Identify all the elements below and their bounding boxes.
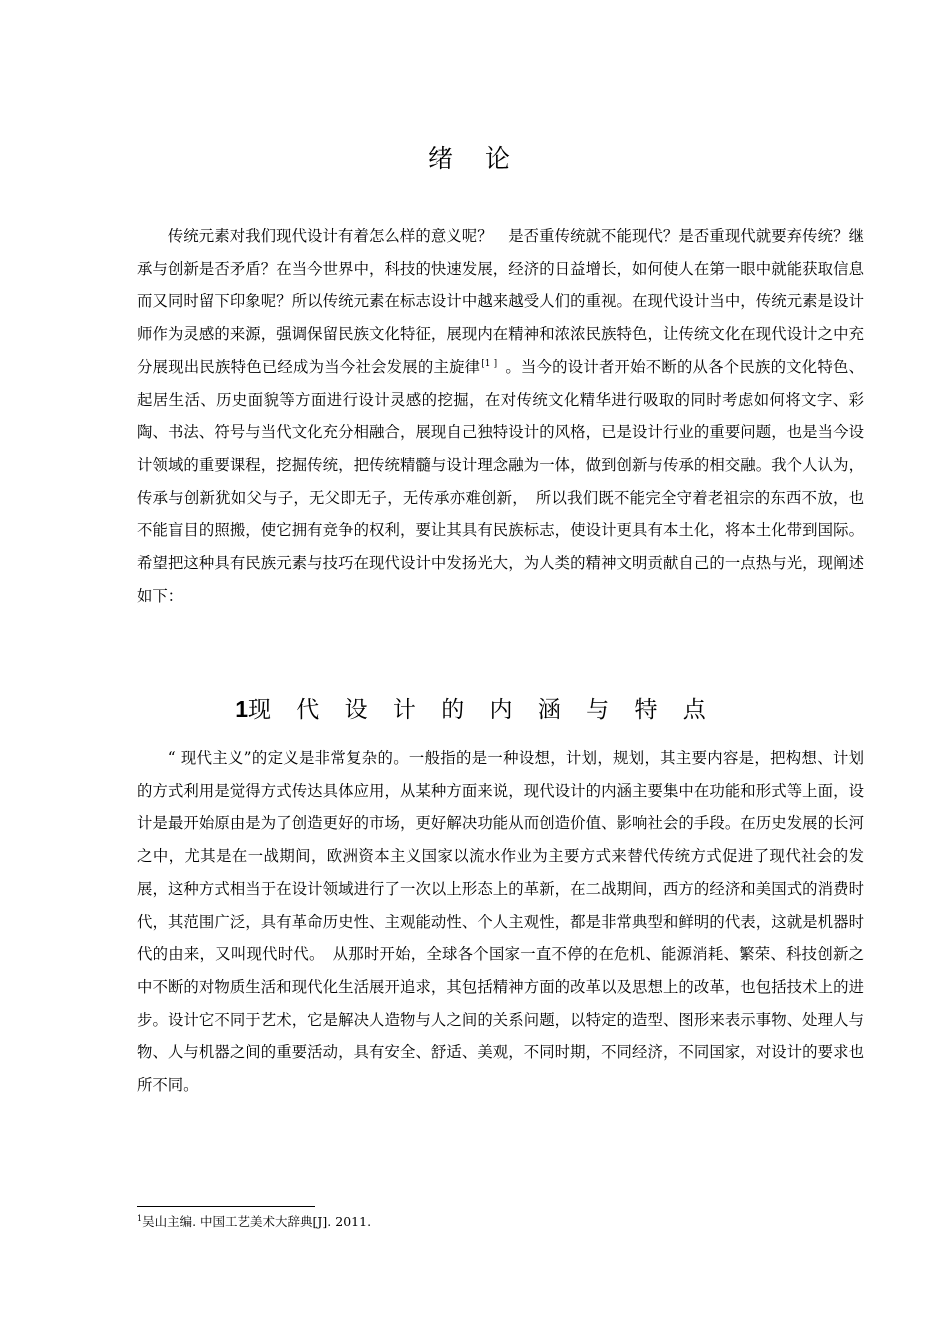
section-title [0,692,950,727]
footnote-reference[interactable]: [1 ] [481,358,498,369]
intro-paragraph [137,220,864,612]
intro-text-part1: 传统元素对我们现代设计有着怎么样的意义呢？ 是否重传统就不能现代？是否重现代就要弃传统？继承与创新是否矛盾？在当今世界中，科技的快速发展，经济的日益增长，如何使人在第一眼中就能获取信息而又同时留下印象呢？所以传统元素在标志设计中越来越受人们的重视。在现代设计当中，传统元素是设计师作为灵感的来源，强调保留民族文化特征，展现内在精神和浓浓民族特色，让传统文化在现代设计之中充分展现出民族特色已经成为当今社会发展的主旋律 [137,227,864,376]
intro-text-part2: 。当今的设计者开始不断的从各个民族的文化特色、起居生活、历史面貌等方面进行设计灵感的挖掘，在对传统文化精华进行吸取的同时考虑如何将文字、彩陶、书法、符号与当代文化充分相融合，展现自己独特设计的风格，已是设计行业的重要问题，也是当今设计领域的重要课程，挖掘传统，把传统精髓与设计理念融为一体，做到创新与传承的相交融。我个人认为，传承与创新犹如父与子，无父即无子，无传承亦难创新， 所以我们既不能完全守着老祖宗的东西不放，也不能盲目的照搬，使它拥有竞争的权利，要让其具有民族标志，使设计更具有本土化，将本土化带到国际。希望把这种具有民族元素与技巧在现代设计中发扬光大，为人类的精神文明贡献自己的一点热与光，现阐述如下： [137,357,864,605]
footnote-text: 吴山主编. 中国工艺美术大辞典[J]. 2011. [142,1214,372,1229]
section-number: 1 [235,696,248,722]
chapter-title: 绪 论 [428,144,522,173]
section-title-text: 现 代 设 计 的 内 涵 与 特 点 [247,697,715,723]
footnote-divider [137,1206,315,1207]
footnote [137,1213,371,1231]
footnote-mark: 1 [137,1213,143,1223]
section-paragraph: “ 现代主义”的定义是非常复杂的。一般指的是一种设想，计划，规划，其主要内容是，把构想、计划的方式利用是觉得方式传达具体应用，从某种方面来说，现代设计的内涵主要集中在功能和形式等上面，设计是最开始原由是为了创造更好的市场，更好解决功能从而创造价值、影响社会的手段。在历史发展的长河之中，尤其是在一战期间，欧洲资本主义国家以流水作业为主要方式来替代传统方式促进了现代社会的发展，这种方式相当于在设计领域进行了一次以上形态上的革新，在二战期间，西方的经济和美国式的消费时代，其范围广泛，具有革命历史性、主观能动性、个人主观性，都是非常典型和鲜明的代表，这就是机器时代的由来，又叫现代时代。 从那时开始，全球各个国家一直不停的在危机、能源消耗、繁荣、科技创新之中不断的对物质生活和现代化生活展开追求，其包括精神方面的改革以及思想上的改革，也包括技术上的进步。设计它不同于艺术，它是解决人造物与人之间的关系问题，以特定的造型、图形来表示事物、处理人与物、人与机器之间的重要活动，具有安全、舒适、美观，不同时期，不同经济，不同国家，对设计的要求也所不同。 [137,749,864,1095]
